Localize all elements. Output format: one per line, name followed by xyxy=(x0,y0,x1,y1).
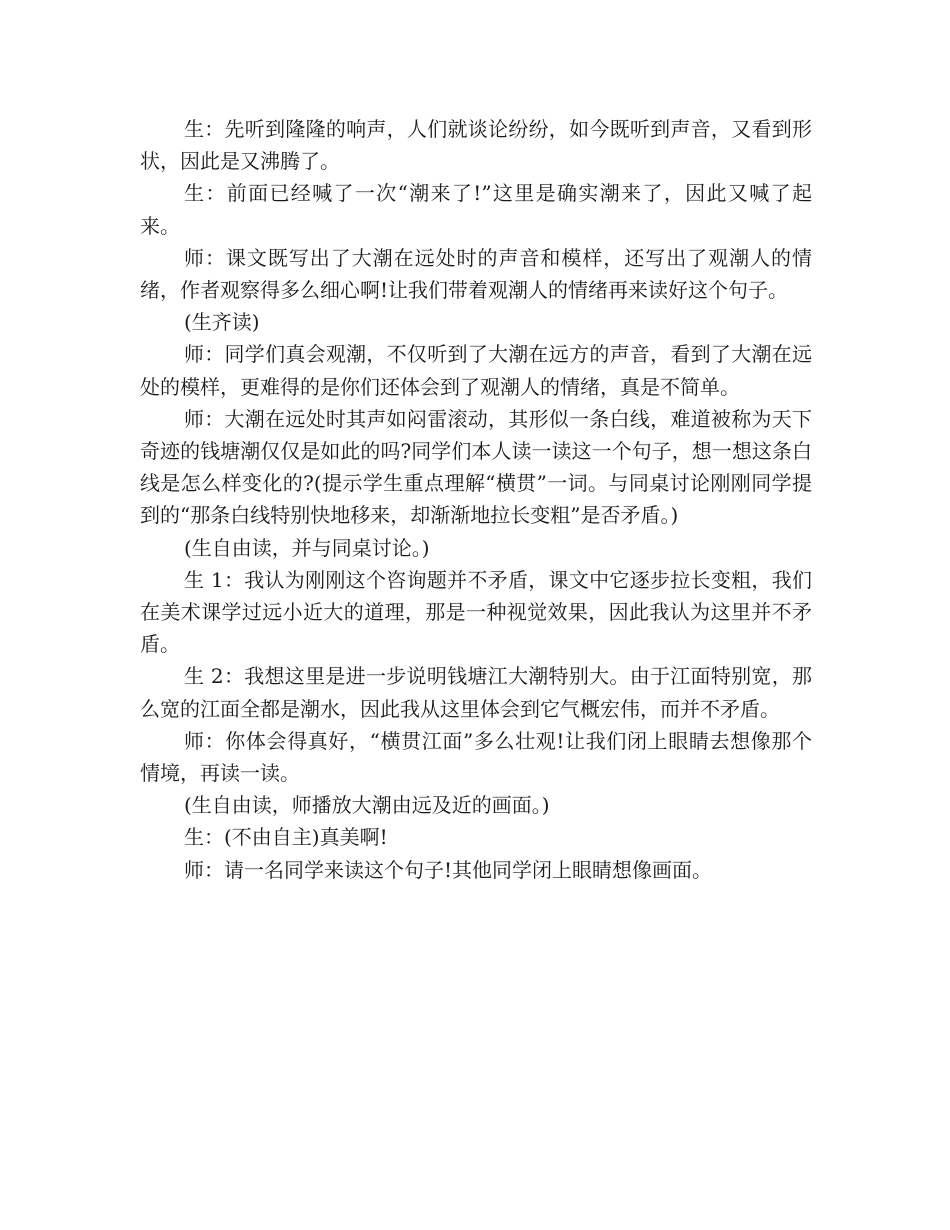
paragraph: (生齐读) xyxy=(184,310,260,335)
paragraph: 生：先听到隆隆的响声，人们就谈论纷纷，如今既听到声音，又看到形状，因此是又沸腾了。 xyxy=(140,117,812,174)
paragraph: 师：同学们真会观潮，不仅听到了大潮在远方的声音，看到了大潮在远处的模样，更难得的是你们还体会到了观潮人的情绪，真是不简单。 xyxy=(140,342,812,399)
paragraph: (生自由读，并与同桌讨论。) xyxy=(184,535,430,560)
paragraph: 师：大潮在远处时其声如闷雷滚动，其形似一条白线，难道被称为天下奇迹的钱塘潮仅仅是如此的吗?同学们本人读一读这一个句子，想一想这条白线是怎么样变化的?(提示学生重点理解“横贯”一词。与同桌讨论刚刚同学提到的“那条白线特别快地移来，却渐渐地拉长变粗”是否矛盾。) xyxy=(140,406,812,528)
paragraph: 师：课文既写出了大潮在远处时的声音和模样，还写出了观潮人的情绪，作者观察得多么细心啊!让我们带着观潮人的情绪再来读好这个句子。 xyxy=(140,245,812,303)
paragraph: 生 2：我想这里是进一步说明钱塘江大潮特别大。由于江面特别宽，那么宽的江面全都是潮水，因此我从这里体会到它气概宏伟，而并不矛盾。 xyxy=(140,664,812,721)
paragraph: 生 1：我认为刚刚这个咨询题并不矛盾，课文中它逐步拉长变粗，我们在美术课学过远小近大的道理，那是一种视觉效果，因此我认为这里并不矛盾。 xyxy=(140,567,812,657)
paragraph: 生：前面已经喊了一次“潮来了!”这里是确实潮来了，因此又喊了起来。 xyxy=(140,181,812,238)
paragraph: 师：请一名同学来读这个句子!其他同学闭上眼睛想像画面。 xyxy=(184,857,713,882)
paragraph: 生：(不由自主)真美啊! xyxy=(184,825,388,850)
document-body xyxy=(140,113,812,886)
paragraph: (生自由读，师播放大潮由远及近的画面。) xyxy=(184,793,550,818)
paragraph: 师：你体会得真好，“横贯江面”多么壮观!让我们闭上眼睛去想像那个情境，再读一读。 xyxy=(140,728,812,786)
